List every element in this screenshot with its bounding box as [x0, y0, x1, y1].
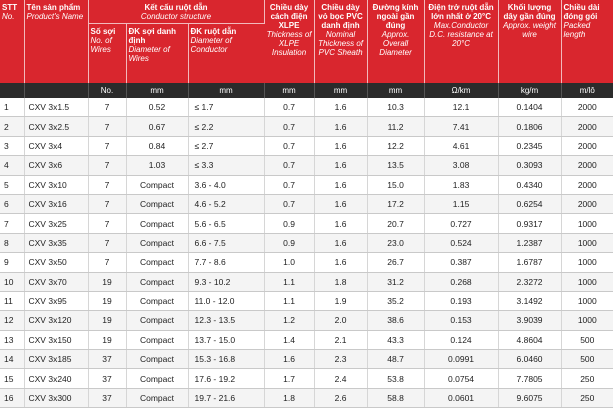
cell-pvc-thickness: 2.6	[314, 388, 367, 407]
cell-row-number: 10	[0, 272, 24, 291]
cell-pvc-thickness: 2.0	[314, 311, 367, 330]
cell-weight: 0.9317	[498, 214, 561, 233]
header-wire-diameter: ĐK sợi danh định Diameter of Wires	[126, 24, 188, 84]
cell-packed-length: 1000	[561, 214, 613, 233]
cell-row-number: 2	[0, 117, 24, 136]
header-conductor-diameter: ĐK ruột dẫn Diameter of Conductor	[188, 24, 264, 84]
cell-product-name: CXV 3x6	[24, 156, 88, 175]
cell-xlpe-thickness: 0.9	[264, 233, 314, 252]
cell-no-of-wires: 7	[88, 175, 126, 194]
cell-pvc-thickness: 1.6	[314, 194, 367, 213]
cell-pvc-thickness: 1.6	[314, 253, 367, 272]
cell-conductor-diameter: 19.7 - 21.6	[188, 388, 264, 407]
cell-wire-diameter: Compact	[126, 272, 188, 291]
cell-product-name: CXV 3x150	[24, 330, 88, 349]
cell-row-number: 5	[0, 175, 24, 194]
cell-packed-length: 1000	[561, 253, 613, 272]
unit-pvc: mm	[314, 83, 367, 98]
cell-row-number: 16	[0, 388, 24, 407]
cell-xlpe-thickness: 1.1	[264, 272, 314, 291]
cell-resistance: 0.124	[424, 330, 498, 349]
cell-row-number: 14	[0, 350, 24, 369]
cell-conductor-diameter: 15.3 - 16.8	[188, 350, 264, 369]
cell-xlpe-thickness: 1.7	[264, 369, 314, 388]
cell-weight: 9.6075	[498, 388, 561, 407]
cell-overall-diameter: 35.2	[367, 291, 424, 310]
cell-wire-diameter: Compact	[126, 350, 188, 369]
cell-xlpe-thickness: 0.7	[264, 117, 314, 136]
cell-no-of-wires: 7	[88, 156, 126, 175]
cell-pvc-thickness: 1.6	[314, 214, 367, 233]
cell-overall-diameter: 15.0	[367, 175, 424, 194]
cell-pvc-thickness: 1.6	[314, 175, 367, 194]
cell-weight: 2.3272	[498, 272, 561, 291]
header-product-name: Tên sản phẩm Product's Name	[24, 0, 88, 83]
cell-weight: 4.8604	[498, 330, 561, 349]
cell-pvc-thickness: 1.6	[314, 233, 367, 252]
cell-conductor-diameter: 5.6 - 6.5	[188, 214, 264, 233]
cell-xlpe-thickness: 0.7	[264, 156, 314, 175]
cell-row-number: 3	[0, 136, 24, 155]
cell-product-name: CXV 3x10	[24, 175, 88, 194]
cell-pvc-thickness: 2.1	[314, 330, 367, 349]
header-pvc-thickness: Chiều dày vỏ bọc PVC danh định Nominal Thickness of PVC Sheath	[314, 0, 367, 83]
cell-packed-length: 2000	[561, 117, 613, 136]
cell-pvc-thickness: 1.6	[314, 156, 367, 175]
cell-wire-diameter: Compact	[126, 253, 188, 272]
cell-xlpe-thickness: 0.7	[264, 175, 314, 194]
cell-resistance: 12.1	[424, 98, 498, 117]
unit-packed-length: m/lô	[561, 83, 613, 98]
cell-conductor-diameter: 3.6 - 4.0	[188, 175, 264, 194]
cell-resistance: 7.41	[424, 117, 498, 136]
cell-pvc-thickness: 2.3	[314, 350, 367, 369]
unit-weight: kg/m	[498, 83, 561, 98]
cell-product-name: CXV 3x25	[24, 214, 88, 233]
header-weight: Khối lượng dây gần đúng Approx. weight wire	[498, 0, 561, 83]
cell-conductor-diameter: 12.3 - 13.5	[188, 311, 264, 330]
header-packed-length: Chiều dài đóng gói Packed length	[561, 0, 613, 83]
cell-weight: 1.2387	[498, 233, 561, 252]
table-row	[0, 253, 613, 272]
cell-overall-diameter: 38.6	[367, 311, 424, 330]
cell-weight: 0.2345	[498, 136, 561, 155]
cell-conductor-diameter: ≤ 2.7	[188, 136, 264, 155]
cell-resistance: 0.268	[424, 272, 498, 291]
cell-product-name: CXV 3x1.5	[24, 98, 88, 117]
cell-wire-diameter: Compact	[126, 388, 188, 407]
table-row	[0, 291, 613, 310]
cell-product-name: CXV 3x185	[24, 350, 88, 369]
cell-product-name: CXV 3x16	[24, 194, 88, 213]
cell-product-name: CXV 3x50	[24, 253, 88, 272]
cell-packed-length: 250	[561, 388, 613, 407]
cell-resistance: 0.727	[424, 214, 498, 233]
cell-weight: 6.0460	[498, 350, 561, 369]
cell-packed-length: 2000	[561, 98, 613, 117]
cell-wire-diameter: 0.84	[126, 136, 188, 155]
cell-pvc-thickness: 1.6	[314, 98, 367, 117]
cell-overall-diameter: 31.2	[367, 272, 424, 291]
cell-packed-length: 2000	[561, 136, 613, 155]
cell-resistance: 0.153	[424, 311, 498, 330]
cell-row-number: 1	[0, 98, 24, 117]
unit-conductor-diameter: mm	[188, 83, 264, 98]
cell-row-number: 6	[0, 194, 24, 213]
cell-xlpe-thickness: 0.9	[264, 214, 314, 233]
cell-xlpe-thickness: 1.8	[264, 388, 314, 407]
cell-packed-length: 1000	[561, 311, 613, 330]
cell-row-number: 4	[0, 156, 24, 175]
cell-xlpe-thickness: 0.7	[264, 98, 314, 117]
cell-no-of-wires: 7	[88, 117, 126, 136]
cell-packed-length: 1000	[561, 291, 613, 310]
unit-overall-diameter: mm	[367, 83, 424, 98]
cell-wire-diameter: Compact	[126, 233, 188, 252]
table-row	[0, 350, 613, 369]
table-row	[0, 272, 613, 291]
unit-wire-diameter: mm	[126, 83, 188, 98]
table-row	[0, 194, 613, 213]
cell-pvc-thickness: 1.8	[314, 272, 367, 291]
cell-product-name: CXV 3x2.5	[24, 117, 88, 136]
cell-no-of-wires: 7	[88, 253, 126, 272]
header-conductor-structure: Kết cấu ruột dẫn Conductor structure	[88, 0, 264, 24]
cell-row-number: 11	[0, 291, 24, 310]
cell-xlpe-thickness: 1.2	[264, 311, 314, 330]
cell-weight: 7.7805	[498, 369, 561, 388]
cell-product-name: CXV 3x35	[24, 233, 88, 252]
cell-overall-diameter: 43.3	[367, 330, 424, 349]
cell-product-name: CXV 3x240	[24, 369, 88, 388]
unit-xlpe: mm	[264, 83, 314, 98]
table-body	[0, 98, 613, 408]
cell-wire-diameter: 0.67	[126, 117, 188, 136]
cell-product-name: CXV 3x4	[24, 136, 88, 155]
cell-product-name: CXV 3x95	[24, 291, 88, 310]
cell-wire-diameter: Compact	[126, 194, 188, 213]
header-stt: STT No.	[0, 0, 24, 83]
unit-resistance: Ω/km	[424, 83, 498, 98]
cell-conductor-diameter: 6.6 - 7.5	[188, 233, 264, 252]
cell-conductor-diameter: 4.6 - 5.2	[188, 194, 264, 213]
cell-no-of-wires: 19	[88, 291, 126, 310]
cell-no-of-wires: 7	[88, 233, 126, 252]
cell-no-of-wires: 7	[88, 194, 126, 213]
cell-conductor-diameter: 7.7 - 8.6	[188, 253, 264, 272]
cell-xlpe-thickness: 0.7	[264, 136, 314, 155]
cell-row-number: 8	[0, 233, 24, 252]
cell-wire-diameter: 1.03	[126, 156, 188, 175]
units-row	[0, 83, 613, 98]
cell-no-of-wires: 37	[88, 388, 126, 407]
cell-row-number: 12	[0, 311, 24, 330]
table-row	[0, 156, 613, 175]
cell-overall-diameter: 48.7	[367, 350, 424, 369]
cell-resistance: 0.193	[424, 291, 498, 310]
cell-packed-length: 500	[561, 350, 613, 369]
cell-packed-length: 500	[561, 330, 613, 349]
cell-resistance: 0.387	[424, 253, 498, 272]
cell-weight: 3.1492	[498, 291, 561, 310]
cell-conductor-diameter: ≤ 2.2	[188, 117, 264, 136]
cell-xlpe-thickness: 1.0	[264, 253, 314, 272]
table-row	[0, 330, 613, 349]
cell-weight: 3.9039	[498, 311, 561, 330]
cell-conductor-diameter: 13.7 - 15.0	[188, 330, 264, 349]
cell-weight: 0.6254	[498, 194, 561, 213]
cell-wire-diameter: Compact	[126, 214, 188, 233]
cell-resistance: 0.0754	[424, 369, 498, 388]
cell-product-name: CXV 3x120	[24, 311, 88, 330]
table-row	[0, 136, 613, 155]
cell-pvc-thickness: 2.4	[314, 369, 367, 388]
cell-weight: 1.6787	[498, 253, 561, 272]
cell-xlpe-thickness: 0.7	[264, 194, 314, 213]
header-no-of-wires: Số sợi No. of Wires	[88, 24, 126, 84]
cell-overall-diameter: 17.2	[367, 194, 424, 213]
cell-no-of-wires: 37	[88, 369, 126, 388]
cell-wire-diameter: Compact	[126, 291, 188, 310]
cell-overall-diameter: 10.3	[367, 98, 424, 117]
cell-weight: 0.1806	[498, 117, 561, 136]
cell-overall-diameter: 53.8	[367, 369, 424, 388]
cell-resistance: 1.83	[424, 175, 498, 194]
cell-resistance: 0.0991	[424, 350, 498, 369]
cell-packed-length: 2000	[561, 175, 613, 194]
cell-overall-diameter: 23.0	[367, 233, 424, 252]
table-header	[0, 0, 613, 98]
cell-row-number: 7	[0, 214, 24, 233]
cell-pvc-thickness: 1.6	[314, 117, 367, 136]
cell-packed-length: 2000	[561, 156, 613, 175]
cell-row-number: 9	[0, 253, 24, 272]
cell-no-of-wires: 7	[88, 136, 126, 155]
cell-weight: 0.1404	[498, 98, 561, 117]
cell-product-name: CXV 3x300	[24, 388, 88, 407]
cell-product-name: CXV 3x70	[24, 272, 88, 291]
cell-overall-diameter: 13.5	[367, 156, 424, 175]
cell-conductor-diameter: 9.3 - 10.2	[188, 272, 264, 291]
cell-weight: 0.4340	[498, 175, 561, 194]
cell-conductor-diameter: ≤ 3.3	[188, 156, 264, 175]
cell-conductor-diameter: 11.0 - 12.0	[188, 291, 264, 310]
cell-weight: 0.3093	[498, 156, 561, 175]
cell-row-number: 13	[0, 330, 24, 349]
cell-no-of-wires: 7	[88, 98, 126, 117]
header-resistance: Điện trở ruột dẫn lớn nhất ở 20°C Max.Conductor D.C. resistance at 20°C	[424, 0, 498, 83]
unit-wires: No.	[88, 83, 126, 98]
cell-pvc-thickness: 1.6	[314, 136, 367, 155]
cell-resistance: 1.15	[424, 194, 498, 213]
cell-conductor-diameter: ≤ 1.7	[188, 98, 264, 117]
cell-pvc-thickness: 1.9	[314, 291, 367, 310]
header-overall-diameter: Đường kính ngoài gần đúng Approx. Overall Diameter	[367, 0, 424, 83]
cell-no-of-wires: 19	[88, 311, 126, 330]
cell-overall-diameter: 11.2	[367, 117, 424, 136]
cell-overall-diameter: 12.2	[367, 136, 424, 155]
table-row	[0, 388, 613, 407]
cell-packed-length: 1000	[561, 233, 613, 252]
cell-wire-diameter: Compact	[126, 175, 188, 194]
cell-wire-diameter: Compact	[126, 330, 188, 349]
cell-no-of-wires: 19	[88, 330, 126, 349]
cell-packed-length: 1000	[561, 272, 613, 291]
cell-no-of-wires: 19	[88, 272, 126, 291]
cell-xlpe-thickness: 1.4	[264, 330, 314, 349]
table-row	[0, 117, 613, 136]
table-row	[0, 175, 613, 194]
table-row	[0, 369, 613, 388]
cell-no-of-wires: 7	[88, 214, 126, 233]
cell-resistance: 0.0601	[424, 388, 498, 407]
cell-conductor-diameter: 17.6 - 19.2	[188, 369, 264, 388]
cell-resistance: 0.524	[424, 233, 498, 252]
table-row	[0, 311, 613, 330]
cell-resistance: 4.61	[424, 136, 498, 155]
table-row	[0, 214, 613, 233]
header-xlpe-thickness: Chiều dày cách điện XLPE Thickness of XLPE Insulation	[264, 0, 314, 83]
cell-row-number: 15	[0, 369, 24, 388]
table-row	[0, 98, 613, 117]
cell-xlpe-thickness: 1.1	[264, 291, 314, 310]
cell-overall-diameter: 20.7	[367, 214, 424, 233]
cell-overall-diameter: 58.8	[367, 388, 424, 407]
cell-wire-diameter: Compact	[126, 311, 188, 330]
cell-wire-diameter: Compact	[126, 369, 188, 388]
table-row	[0, 233, 613, 252]
cell-overall-diameter: 26.7	[367, 253, 424, 272]
cell-xlpe-thickness: 1.6	[264, 350, 314, 369]
cell-packed-length: 2000	[561, 194, 613, 213]
cell-resistance: 3.08	[424, 156, 498, 175]
cell-no-of-wires: 37	[88, 350, 126, 369]
cell-packed-length: 250	[561, 369, 613, 388]
cell-wire-diameter: 0.52	[126, 98, 188, 117]
